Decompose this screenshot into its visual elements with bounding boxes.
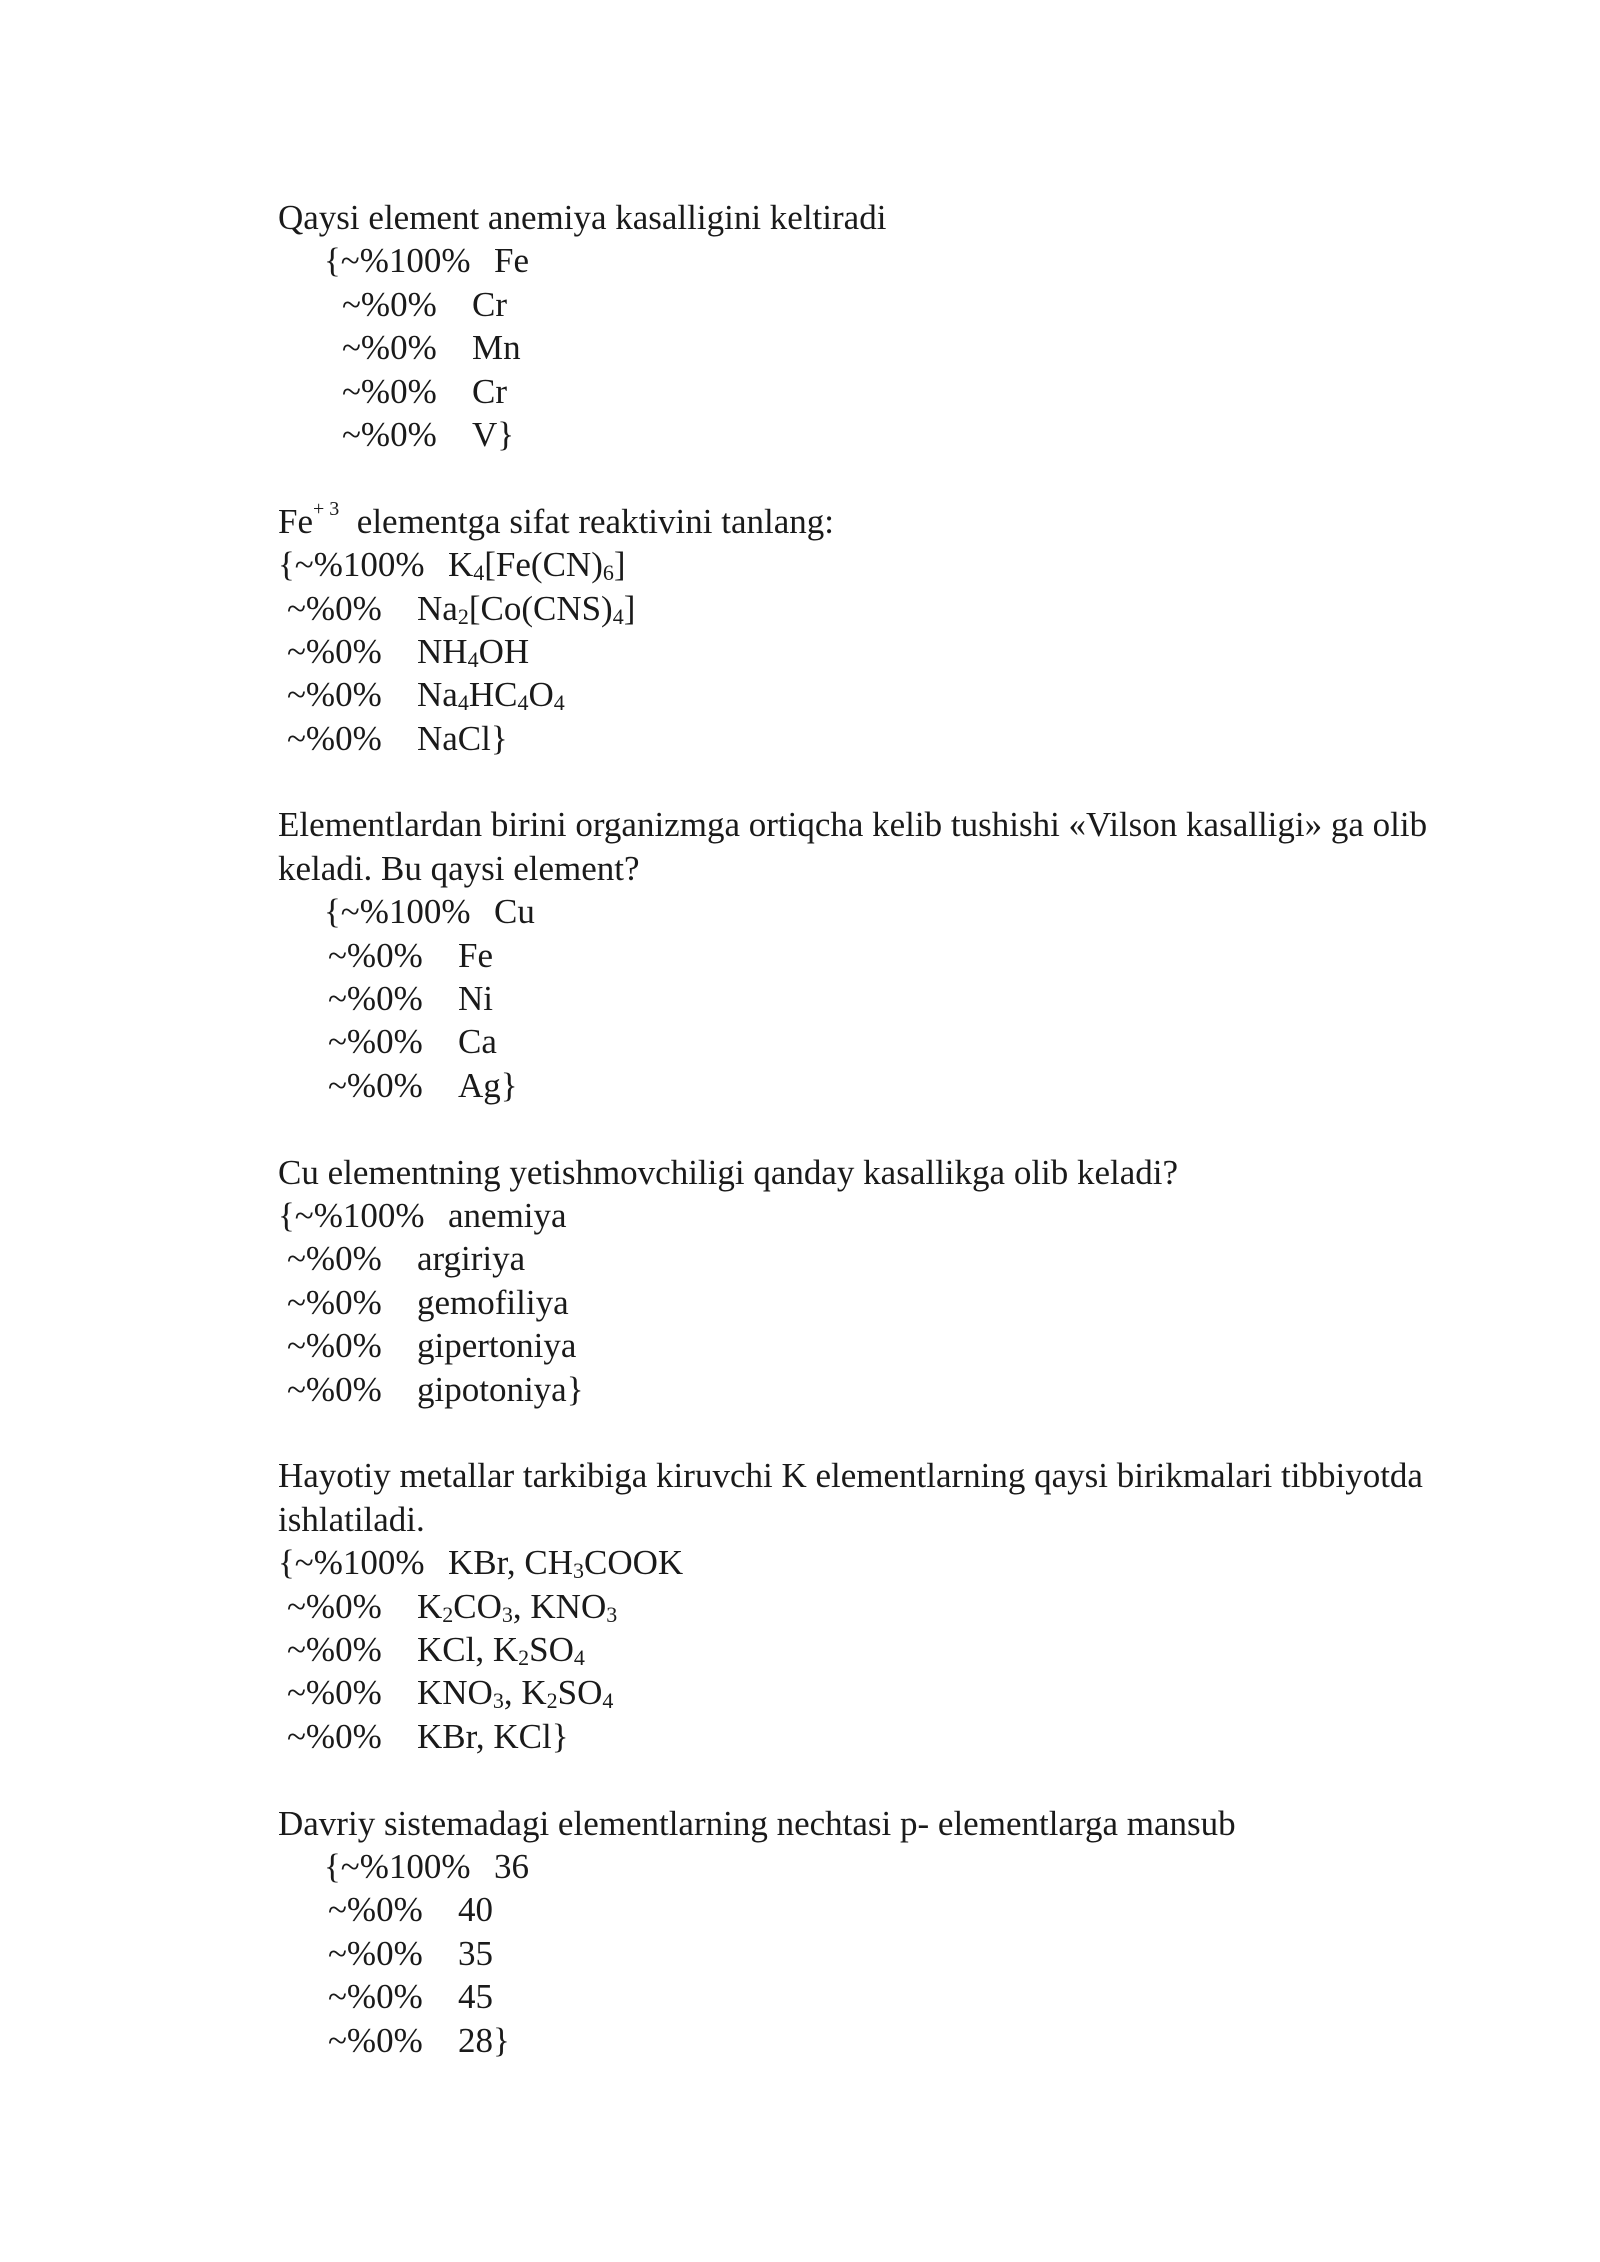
answer-option bbox=[278, 413, 1438, 456]
spacer bbox=[278, 1107, 1438, 1150]
option-answer: $K_2CO_3$, $KNO_3$ bbox=[417, 1586, 618, 1627]
spacer bbox=[278, 1758, 1438, 1801]
answer-option bbox=[278, 1194, 1438, 1237]
question-text: $Fe^{+ 3}$ elementga sifat reaktivini tanlang: bbox=[278, 497, 834, 541]
question-block bbox=[278, 803, 1438, 1107]
option-answer: 36 bbox=[494, 1846, 529, 1886]
option-answer: $Na_4HC_4O_4$ bbox=[417, 675, 565, 716]
spacer bbox=[278, 760, 1438, 803]
answer-option bbox=[278, 283, 1438, 326]
option-percent: {~%100% bbox=[324, 1846, 471, 1886]
answer-option bbox=[278, 934, 1438, 977]
option-percent: ~%0% bbox=[287, 1326, 382, 1366]
answer-option bbox=[278, 630, 1438, 673]
question-block bbox=[278, 1454, 1438, 1758]
option-percent: ~%0% bbox=[328, 1022, 423, 1062]
answer-option bbox=[278, 370, 1438, 413]
option-percent: {~%100% bbox=[324, 241, 471, 281]
question-block bbox=[278, 497, 1438, 760]
answer-option bbox=[278, 1237, 1438, 1280]
option-answer: KBr, KCl} bbox=[417, 1716, 569, 1756]
option-percent: ~%0% bbox=[287, 1673, 382, 1713]
option-percent: ~%0% bbox=[328, 979, 423, 1019]
answer-option bbox=[278, 587, 1438, 630]
option-percent: {~%100% bbox=[278, 545, 425, 585]
option-answer: Cr bbox=[472, 371, 507, 411]
option-answer: KCl, $K_2SO_4$ bbox=[417, 1629, 585, 1670]
answer-option bbox=[278, 1888, 1438, 1931]
option-answer: gipotoniya} bbox=[417, 1369, 584, 1409]
option-answer: V} bbox=[472, 414, 515, 454]
question-text: Cu elementning yetishmovchiligi qanday kasallikga olib keladi? bbox=[278, 1152, 1179, 1192]
option-answer: $NH_4OH$ bbox=[417, 631, 530, 672]
answer-option bbox=[278, 673, 1438, 716]
answer-option bbox=[278, 1845, 1438, 1888]
option-answer: NaCl} bbox=[417, 718, 508, 758]
option-answer: gemofiliya bbox=[417, 1282, 569, 1322]
option-percent: ~%0% bbox=[342, 414, 437, 454]
answer-option bbox=[278, 1020, 1438, 1063]
option-answer: $Na_2[Co(CNS)_4]$ bbox=[417, 588, 636, 629]
option-percent: ~%0% bbox=[342, 328, 437, 368]
answer-option bbox=[278, 1281, 1438, 1324]
question-block bbox=[278, 1802, 1438, 2062]
option-answer: anemiya bbox=[448, 1196, 567, 1236]
option-percent: {~%100% bbox=[278, 1196, 425, 1236]
question-block bbox=[278, 196, 1438, 456]
option-percent: ~%0% bbox=[287, 1239, 382, 1279]
question-text: Elementlardan birini organizmga ortiqcha kelib tushishi «Vilson kasalligi» ga olib keladi. Bu qaysi element? bbox=[278, 805, 1428, 888]
answer-option bbox=[278, 1628, 1438, 1671]
option-answer: Ni bbox=[458, 979, 493, 1019]
question-text: Davriy sistemadagi elementlarning nechtasi p- elementlarga mansub bbox=[278, 1803, 1236, 1843]
option-percent: ~%0% bbox=[342, 284, 437, 324]
answer-option bbox=[278, 1585, 1438, 1628]
answer-option bbox=[278, 717, 1438, 760]
option-answer: argiriya bbox=[417, 1239, 526, 1279]
answer-option bbox=[278, 1324, 1438, 1367]
spacer bbox=[278, 1411, 1438, 1454]
option-percent: ~%0% bbox=[287, 588, 382, 628]
option-answer: $K_4[Fe(CN)_6]$ bbox=[448, 545, 626, 586]
option-answer: 35 bbox=[458, 1933, 493, 1973]
answer-option bbox=[278, 1368, 1438, 1411]
option-percent: ~%0% bbox=[328, 1065, 423, 1105]
answer-option bbox=[278, 890, 1438, 933]
option-percent: ~%0% bbox=[287, 1282, 382, 1322]
option-percent: ~%0% bbox=[287, 631, 382, 671]
question-text: Qaysi element anemiya kasalligini keltiradi bbox=[278, 198, 887, 237]
answer-option bbox=[278, 2019, 1438, 2062]
option-percent: ~%0% bbox=[328, 1890, 423, 1930]
option-answer: Cr bbox=[472, 284, 507, 324]
option-percent: ~%0% bbox=[287, 718, 382, 758]
option-answer: Fe bbox=[494, 241, 529, 281]
option-percent: {~%100% bbox=[324, 892, 471, 932]
option-answer: gipertoniya bbox=[417, 1326, 577, 1366]
answer-option bbox=[278, 543, 1438, 586]
option-answer: Ca bbox=[458, 1022, 497, 1062]
answer-option bbox=[278, 1932, 1438, 1975]
option-percent: ~%0% bbox=[287, 1629, 382, 1669]
option-percent: ~%0% bbox=[328, 2020, 423, 2060]
answer-option bbox=[278, 239, 1438, 282]
question-text: Hayotiy metallar tarkibiga kiruvchi K elementlarning qaysi birikmalari tibbiyotda ishlatiladi. bbox=[278, 1456, 1423, 1539]
answer-option bbox=[278, 1975, 1438, 2018]
option-percent: ~%0% bbox=[328, 935, 423, 975]
option-answer: Cu bbox=[494, 892, 535, 932]
option-answer: 28} bbox=[458, 2020, 510, 2060]
option-answer: 40 bbox=[458, 1890, 493, 1930]
quiz-content bbox=[278, 196, 1438, 2062]
spacer bbox=[278, 456, 1438, 499]
option-answer: KBr, $CH_3COOK$ bbox=[448, 1543, 684, 1584]
option-percent: ~%0% bbox=[342, 371, 437, 411]
option-answer: $KNO_3$, $K_2SO_4$ bbox=[417, 1673, 614, 1714]
option-percent: ~%0% bbox=[287, 1586, 382, 1626]
option-percent: ~%0% bbox=[328, 1977, 423, 2017]
option-answer: Mn bbox=[472, 328, 521, 368]
answer-option bbox=[278, 1715, 1438, 1758]
option-answer: 45 bbox=[458, 1977, 493, 2017]
option-percent: ~%0% bbox=[287, 675, 382, 715]
option-answer: Fe bbox=[458, 935, 493, 975]
answer-option bbox=[278, 1541, 1438, 1584]
option-percent: ~%0% bbox=[328, 1933, 423, 1973]
option-percent: ~%0% bbox=[287, 1716, 382, 1756]
answer-option bbox=[278, 326, 1438, 369]
answer-option bbox=[278, 977, 1438, 1020]
question-block bbox=[278, 1151, 1438, 1411]
answer-option bbox=[278, 1671, 1438, 1714]
answer-option bbox=[278, 1064, 1438, 1107]
option-percent: {~%100% bbox=[278, 1543, 425, 1583]
option-percent: ~%0% bbox=[287, 1369, 382, 1409]
option-answer: Ag} bbox=[458, 1065, 518, 1105]
